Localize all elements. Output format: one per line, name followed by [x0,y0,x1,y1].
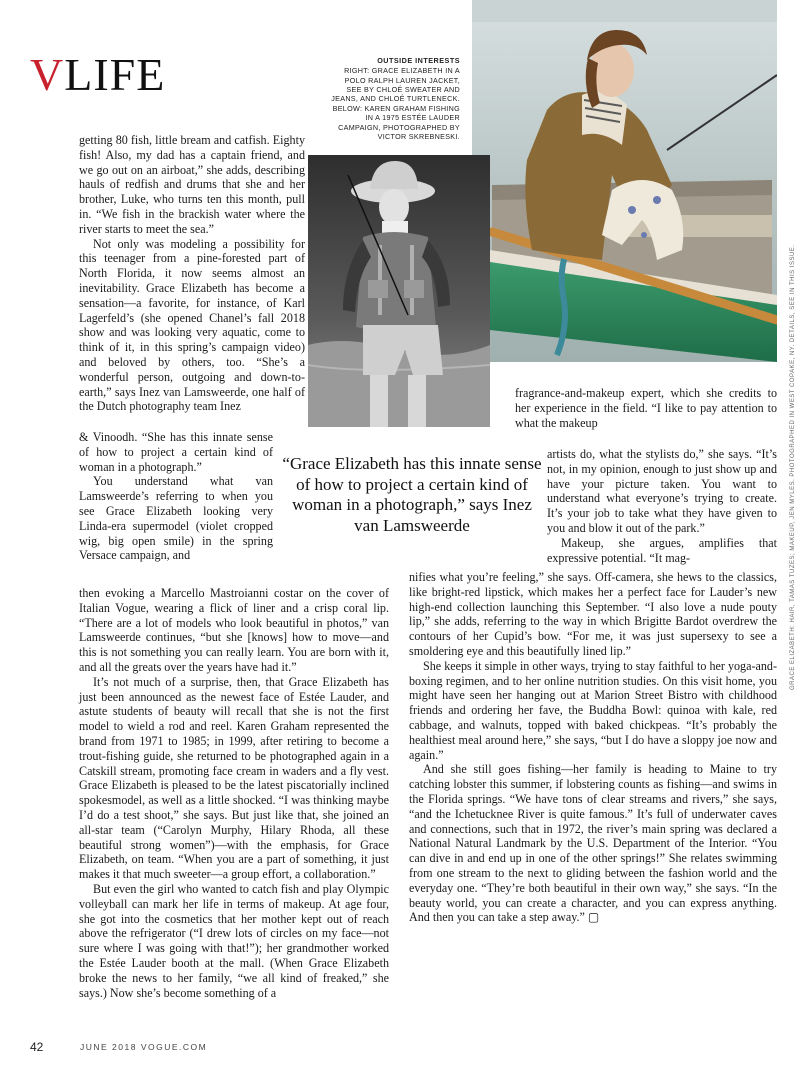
photo-credits: GRACE ELIZABETH: HAIR, TAMAS TUZES; MAKEUP, JEN MYLES. PHOTOGRAPHED IN WEST COPAKE, NY. DETAILS, SEE IN THIS ISSUE. [790,244,796,690]
paragraph: It’s not much of a surprise, then, that Grace Elizabeth has just been announced as the newest face of Estée Lauder, and astute students of beauty will recall that she is not the first model to wield a rod and reel. Karen Graham represented the brand from 1971 to 1985; in 1999, after retiring to become a trout-fishing guide, she returned to be photographed again in a Catskill stream, promoting face cream in waders and a fly vest. Grace Elizabeth is pleased to be the latest piscatorially inclined spokesmodel, as well as a little shocked. “I was thinking maybe I’d do a test shoot,” she says. But just like that, she joined an all-star team (“Carolyn Murphy, Hilary Rhoda, all these beautiful strong women”)—with the emphasis, for Grace Elizabeth, on team. “When you are a part of something, it just makes it that much sweeter—a group effort, a collaboration.” [79,674,389,882]
paragraph: You understand what van Lamsweerde’s referring to when you see Grace Elizabeth looking very Linda-era supermodel (violet cropped wig, big open smile) in the spring Versace campaign, and [79,474,273,563]
section-title [30,49,166,100]
photo-grace-elizabeth-boat [472,0,777,362]
caption-text: RIGHT: GRACE ELIZABETH IN A POLO RALPH LAUREN JACKET, SEE BY CHLOÉ SWEATER AND JEANS, AND CHLOÉ TURTLENECK. BELOW: KAREN GRAHAM FISHING IN A 1975 ESTÉE LAUDER CAMPAIGN, PHOTOGRAPHED BY VICTOR SKREBNESKI. [331,66,460,141]
paragraph: then evoking a Marcello Mastroianni costar on the cover of Italian Vogue, wearing a flick of liner and a crisp coral lip. “There are a lot of models who look beautiful in photos,” van Lamsweerde continues, “but she [knows] how to move—and this is not something you can really learn. You are born with it, and all the greats over the years have had it.” [79,586,389,674]
article-column-right-narrow [547,447,777,565]
article-column-left-lower [79,586,389,1000]
section-title-life: LIFE [64,49,166,100]
photo-karen-graham-bw [308,155,490,427]
paragraph: nifies what you’re feeling,” she says. Off-camera, she hews to the classics, like bright-red lipstick, which makes her a perfect face for Lauder’s new high-end collection launching this September. “I also love a nude pouty lip,” she adds, referring to the way in which Brigitte Bardot overdrew the contours of her Cupid’s bow. “For me, it was just supersexy to see a smoldering eye and this beautifully lined lip.” [409,570,777,658]
paragraph: & Vinoodh. “She has this innate sense of how to project a certain kind of woman in a photograph.” [79,430,273,474]
article-column-left-narrow [79,430,273,563]
pull-quote: “Grace Elizabeth has this innate sense of how to project a certain kind of woman in a photograph,” says Inez van Lamsweerde [282,454,542,535]
article-column-right-top [515,386,777,430]
paragraph: She keeps it simple in other ways, trying to stay faithful to her yoga-and-boxing regimen, and to her online nutrition studies. On this visit home, you might have seen her hanging out at Marion Street Bistro with childhood friends and ordering her fave, the Buddha Bowl: quinoa with kale, red cabbage, and walnuts, topped with baked chickpeas. “It’s probably the healthiest meal around here,” she says, “but I do have a sloppy joe now and again.” [409,658,777,762]
page-number: 42 [30,1040,44,1054]
paragraph: getting 80 fish, little bream and catfish. Eighty fish! Also, my dad has a captain friend, and we go out on an airboat,” she adds, describing hauls of redfish and drums that she and her brother, Luke, who turns ten this month, pull in. “We fish in the brackish water where the river starts to meet the sea.” [79,133,305,236]
paragraph: Makeup, she argues, amplifies that expressive potential. “It mag- [547,535,777,565]
paragraph: fragrance-and-makeup expert, which she credits to her experience in the field. “I like to pay attention to what the makeup [515,386,777,430]
section-title-v: V [30,49,65,100]
photo-caption [330,56,460,141]
article-column-right-lower [409,570,777,925]
article-column-left-upper [79,133,305,414]
paragraph: artists do, what the stylists do,” she says. “It’s not, in my opinion, enough to just show up and have your picture taken. You want to understand what everyone’s trying to create. It’s your job to take what they have given to you and blow it out of the park.” [547,447,777,535]
caption-title: OUTSIDE INTERESTS [377,56,460,65]
paragraph: And she still goes fishing—her family is heading to Maine to try catching lobster this summer, if lobstering counts as fishing—and swims in the Florida springs. “We have tons of clear streams and rivers,” she says, “and the Ichetucknee River is quite famous.” It’s full of underwater caves and connections, such that in 1972, the river’s main spring was declared a National Natural Landmark by the U.S. Department of the Interior. “You can dive in and end up in one of the other springs!” She relates swimming from one stream to the next to gliding between the fashion world and the everyday one. “They’re both beautiful in their own way,” she says. “In the beauty world, you can create a character, and you can express anything. And then you can take a step away.” ▢ [409,762,777,925]
paragraph: But even the girl who wanted to catch fish and play Olympic volleyball can mark her life in terms of makeup. At age four, she got into the cosmetics that her mother kept out of reach above the refrigerator (“I drew lots of circles on my face—not sure where I was going with that!”); her grandmother worked the Estée Lauder booth at the mall. (When Grace Elizabeth broke the news to her family, “we all kind of freaked,” she says.) Now she’s become something of a [79,881,389,1000]
issue-footer: JUNE 2018 VOGUE.COM [80,1042,208,1052]
paragraph: Not only was modeling a possibility for this teenager from a pine-forested part of North Florida, it now seems almost an inevitability. Grace Elizabeth has become a sensation—a favorite, for instance, of Karl Lagerfeld’s (she opened Chanel’s fall 2018 show and was looking very aquatic, come to think of it, in this spring’s campaign video) and beloved by others, too. “She’s a wonderful person, outgoing and down-to-earth,” says Inez van Lamsweerde, one half of the Dutch photography team Inez [79,236,305,414]
